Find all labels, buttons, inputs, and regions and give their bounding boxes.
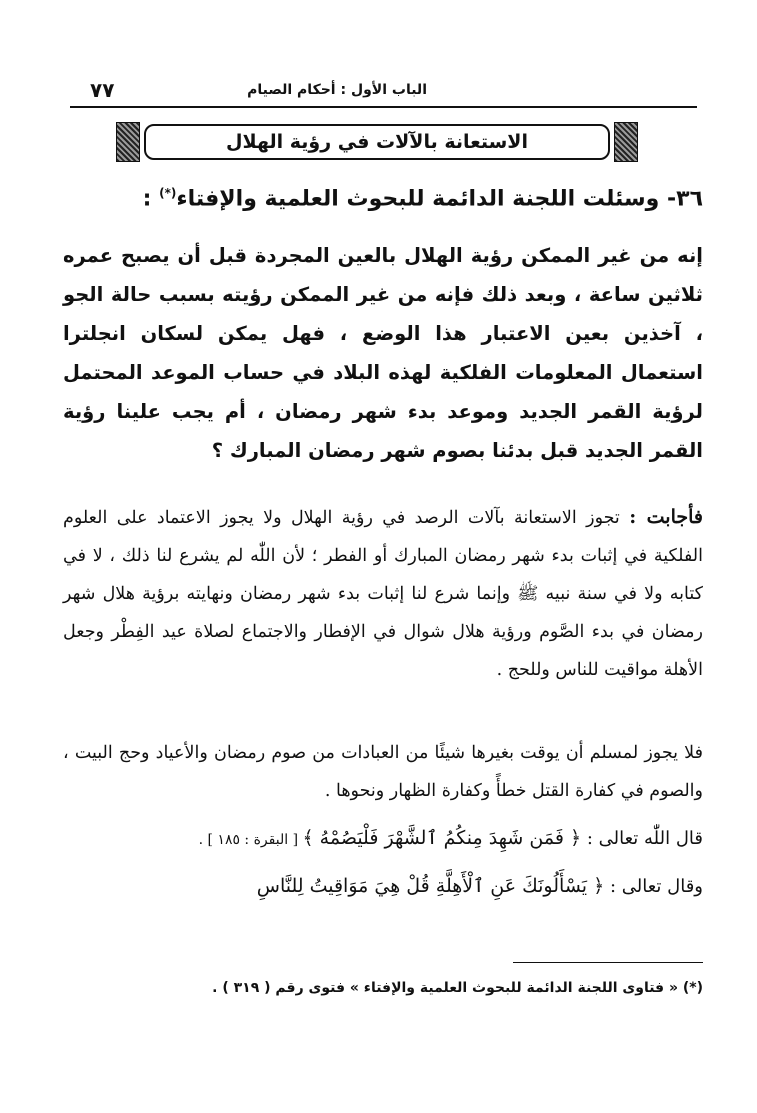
section-title: الاستعانة بالآلات في رؤية الهلال	[144, 124, 610, 160]
banner-ornament-left	[116, 122, 140, 162]
footnote-marker: (*)	[159, 186, 177, 200]
verse-1-quran: ﴿ فَمَن شَهِدَ مِنكُمُ ٱلشَّهْرَ فَلْيَصُمْهُ ﴾	[302, 827, 582, 849]
question-body: إنه من غير الممكن رؤية الهلال بالعين المجردة قبل أن يصبح عمره ثلاثين ساعة ، وبعد ذلك فإنه من غير الممكن رؤيته بسبب حالة الجو ، آخذين بعين الاعتبار هذا الوضع ، فهل يمكن لسكان انجلترا استعمال المعلومات الفلكية لهذه البلاد في حساب الموعد المحتمل لرؤية القمر الجديد وموعد بدء شهر رمضان ، أم يجب علينا رؤية القمر الجديد قبل بدئنا بصوم شهر رمضان المبارك ؟	[63, 244, 703, 462]
footnote: (*) « فتاوى اللجنة الدائمة للبحوث العلمية والإفتاء » فتوى رقم ( ٣١٩ ) .	[212, 980, 703, 996]
ruling-paragraph: فلا يجوز لمسلم أن يوقت بغيرها شيئًا من العبادات من صوم رمضان والأعياد وحج البيت ، والصوم في كفارة القتل خطأً وكفارة الظهار ونحوها .	[63, 743, 703, 801]
question-heading-colon: :	[142, 186, 160, 212]
verse-1-reference: [ البقرة : ١٨٥ ] .	[198, 832, 303, 848]
answer-paragraph	[63, 498, 703, 689]
verse-2-quran: ﴿ يَسْأَلُونَكَ عَنِ ٱلْأَهِلَّةِ قُلْ هِيَ مَوَاقِيتُ لِلنَّاسِ	[256, 875, 605, 897]
section-title-banner	[116, 122, 638, 160]
question-heading-text: ٣٦- وسئلت اللجنة الدائمة للبحوث العلمية والإفتاء	[176, 186, 703, 212]
verse-2-intro: وقال تعالى :	[604, 876, 703, 897]
answer-label: فأجابت :	[629, 506, 704, 528]
running-header	[70, 76, 697, 108]
verse-1-intro: قال اللّٰه تعالى :	[581, 828, 703, 849]
question-heading	[53, 186, 703, 211]
running-title: الباب الأول : أحكام الصيام	[247, 82, 427, 98]
footnote-divider	[513, 962, 703, 963]
banner-ornament-right	[614, 122, 638, 162]
answer-text: تجوز الاستعانة بآلات الرصد في رؤية الهلال ولا يجوز الاعتماد على العلوم الفلكية في إثبات بدء شهر رمضان المبارك أو الفطر ؛ لأن اللّٰه لم يشرع لنا ذلك ، لا في كتابه ولا في سنة نبيه ﷺ وإنما شرع لنا إثبات بدء شهر رمضان ونهايته برؤية هلال شهر رمضان في بدء الصَّوم ورؤية هلال شوال في الإفطار والاجتماع لصلاة عيد الفِطْر وجعل الأهلة مواقيت للناس وللحج .	[63, 508, 703, 680]
verse-line-2	[63, 866, 703, 907]
page-number: ٧٧	[90, 78, 115, 102]
verse-line-1	[63, 818, 703, 860]
